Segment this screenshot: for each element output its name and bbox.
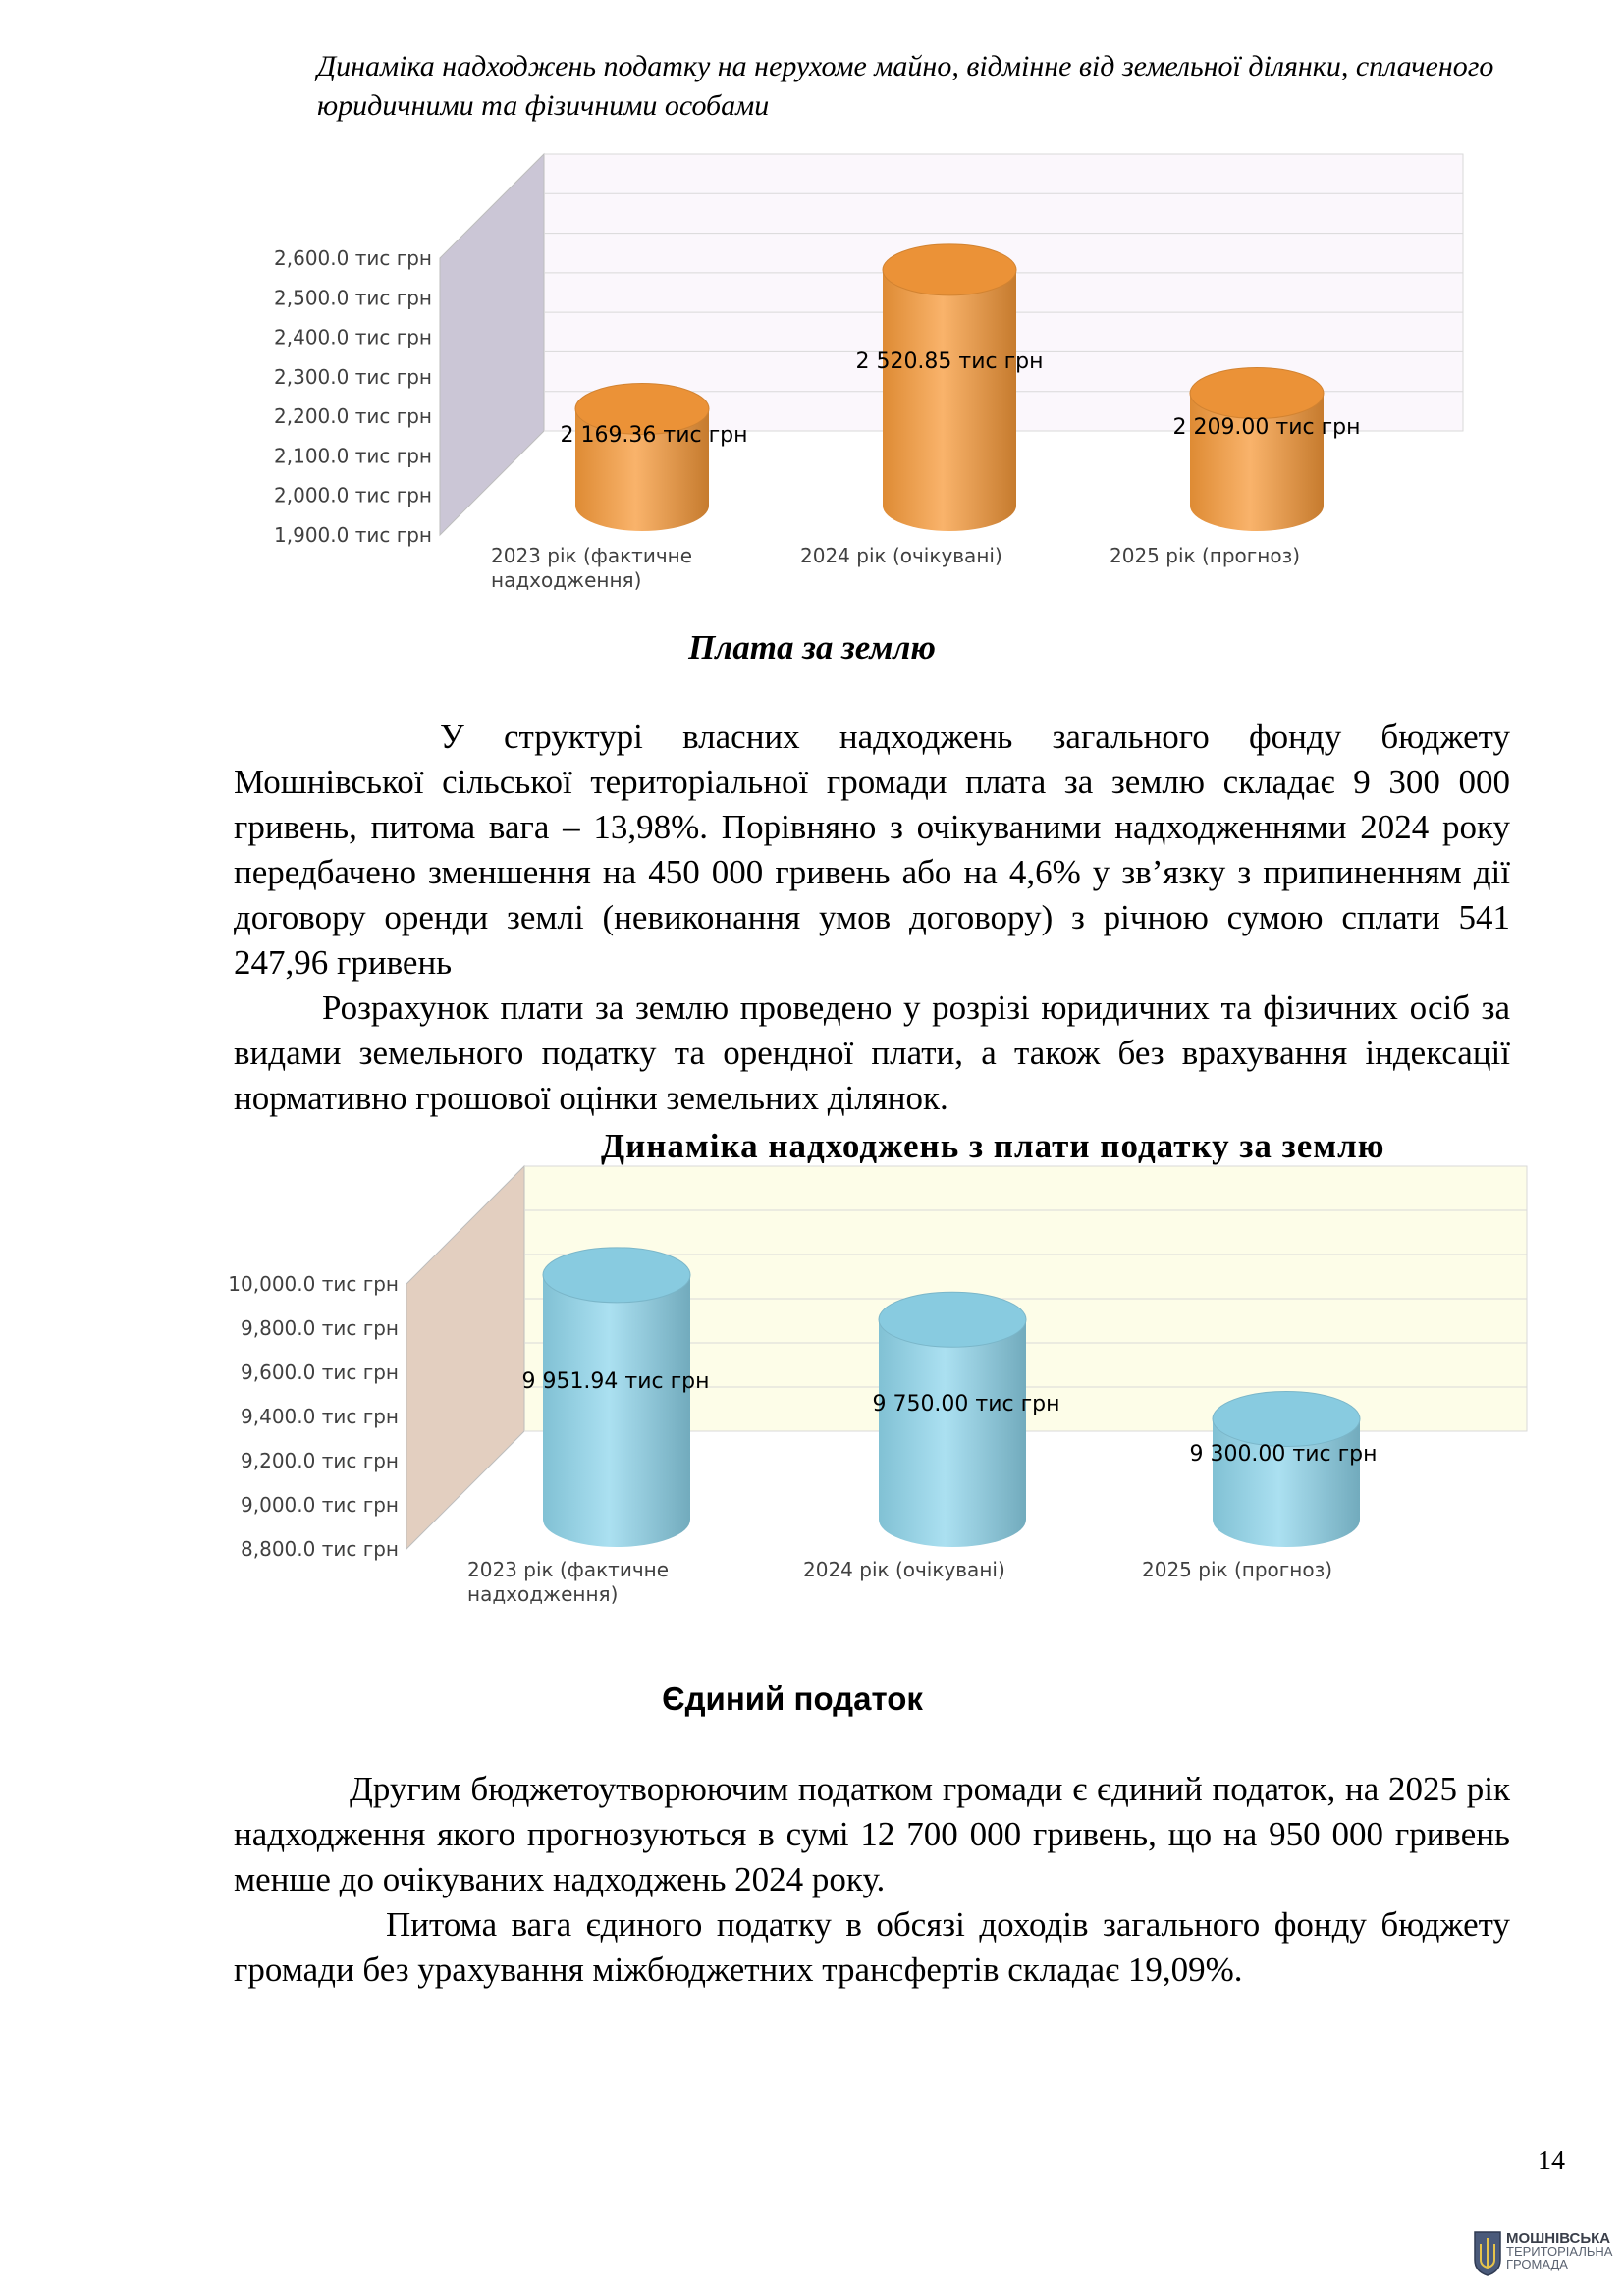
land-fee-paragraph-1: У структурі власних надходжень загального фонду бюджету Мошнівської сільської територіальної громади плата за землю складає 9 300 000 гривень, питома вага – 13,98%. Порівняно з очікуваними надходженнями 2024 року передбачено зменшення на 450 000 гривень або на 4,6% у зв’язку з припиненням дії договору оренди землі (невиконання умов договору) з річною сумою сплати 541 247,96 гривень <box>234 718 1510 982</box>
x-category-label: 2023 рік (фактичне <box>491 544 693 567</box>
y-tick-label: 2,400.0 тис грн <box>274 325 432 349</box>
y-tick-label: 10,000.0 тис грн <box>228 1272 399 1296</box>
coat-of-arms-icon <box>1473 2230 1502 2277</box>
property-chart-title-line1: Динаміка надходжень податку на нерухоме майно, відмінне від земельної ділянки, сплаченого <box>317 50 1494 82</box>
property-chart-title-line2: юридичними та фізичними особами <box>317 89 770 122</box>
data-label: 2 169.36 тис грн <box>560 423 748 448</box>
chart-side-wall <box>406 1166 524 1549</box>
logo-line2: ТЕРИТОРІАЛЬНА <box>1506 2244 1613 2259</box>
community-logo <box>1473 2228 1613 2287</box>
land-fee-paragraph-2: Розрахунок плати за землю проведено у розрізі юридичних та фізичних осіб за видами земельного податку та орендної плати, а також без врахування індексації нормативно грошової оцінки земельних ділянок. <box>234 988 1510 1117</box>
bar-2 <box>879 1292 1026 1547</box>
x-category-label: 2025 рік (прогноз) <box>1110 544 1301 567</box>
single-tax-paragraph-1: Другим бюджетоутворюючим податком громади є єдиний податок, на 2025 рік надходження якого прогнозуються в сумі 12 700 000 гривень, що на 950 000 гривень менше до очікуваних надходжень 2024 року. <box>234 1770 1510 1898</box>
y-tick-label: 2,000.0 тис грн <box>274 483 432 507</box>
y-tick-label: 9,600.0 тис грн <box>241 1361 399 1384</box>
data-label: 2 209.00 тис грн <box>1172 415 1361 440</box>
land-chart-title: Динаміка надходжень з плати податку за землю <box>601 1127 1385 1165</box>
x-category-label: 2024 рік (очікувані) <box>803 1558 1005 1581</box>
y-tick-label: 9,800.0 тис грн <box>241 1316 399 1340</box>
y-tick-label: 9,000.0 тис грн <box>241 1493 399 1517</box>
y-tick-label: 2,600.0 тис грн <box>274 246 432 270</box>
y-tick-label: 9,400.0 тис грн <box>241 1405 399 1428</box>
single-tax-heading: Єдиний податок <box>662 1681 923 1717</box>
logo-line3: ГРОМАДА <box>1506 2257 1568 2271</box>
data-label: 2 520.85 тис грн <box>855 349 1044 374</box>
single-tax-paragraph-2: Питома вага єдиного податку в обсязі доходів загального фонду бюджету громади без урахування міжбюджетних трансфертів складає 19,09%. <box>234 1905 1510 1989</box>
x-category-label: надходження) <box>491 568 642 592</box>
y-tick-label: 2,200.0 тис грн <box>274 404 432 429</box>
x-category-label: 2023 рік (фактичне <box>467 1558 670 1581</box>
data-label: 9 750.00 тис грн <box>872 1392 1060 1416</box>
y-tick-label: 2,300.0 тис грн <box>274 364 432 389</box>
y-tick-label: 8,800.0 тис грн <box>241 1537 399 1561</box>
y-tick-label: 1,900.0 тис грн <box>274 523 432 547</box>
logo-line1: МОШНІВСЬКА <box>1506 2230 1611 2247</box>
bar-3 <box>1213 1392 1360 1548</box>
bar-top <box>879 1292 1026 1347</box>
x-category-label: надходження) <box>467 1582 619 1606</box>
bar-body <box>879 1319 1026 1547</box>
page-number: 14 <box>1538 2146 1565 2176</box>
y-tick-label: 9,200.0 тис грн <box>241 1449 399 1472</box>
x-category-label: 2025 рік (прогноз) <box>1142 1558 1333 1581</box>
data-label: 9 951.94 тис грн <box>521 1369 710 1394</box>
bar-body <box>543 1275 690 1547</box>
bar-1 <box>543 1248 690 1547</box>
y-tick-label: 2,500.0 тис грн <box>274 286 432 310</box>
bar-top <box>543 1248 690 1303</box>
data-label: 9 300.00 тис грн <box>1189 1442 1378 1467</box>
x-category-label: 2024 рік (очікувані) <box>800 544 1002 567</box>
bar-top <box>1213 1392 1360 1447</box>
y-tick-label: 2,100.0 тис грн <box>274 444 432 468</box>
single-tax-text <box>234 1767 1510 1993</box>
land-fee-heading: Плата за землю <box>688 628 936 667</box>
